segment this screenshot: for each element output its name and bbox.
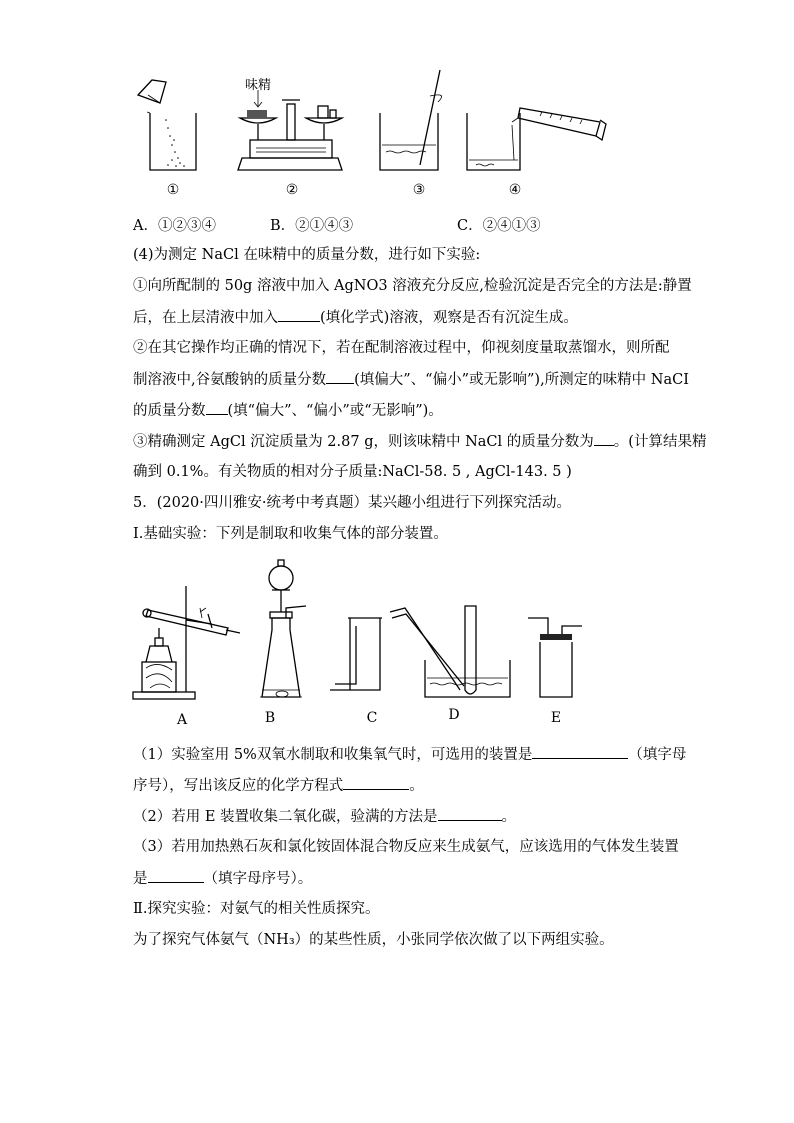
answer-blank xyxy=(326,369,354,384)
q4-p2-line3: 的质量分数 (填“偏大”、“偏小”或“无影响”)。 xyxy=(133,400,443,421)
answer-blank xyxy=(343,775,409,790)
fig1-label-1: ① xyxy=(166,182,180,198)
q5-section2: Ⅱ.探究实验：对氨气的相关性质探究。 xyxy=(133,901,380,917)
q4-intro: (4)为测定 NaCl 在味精中的质量分数，进行如下实验: xyxy=(133,247,481,263)
q4-p1-line1: ①向所配制的 50g 溶液中加入 AgNO3 溶液充分反应,检验沉淀是否完全的方法是:静置 xyxy=(133,278,692,294)
q4-p1-line2: 后，在上层清液中加入 (填化学式)溶液，观察是否有沉淀生成。 xyxy=(133,307,578,328)
answer-blank xyxy=(594,431,614,446)
fig1-label-2: ② xyxy=(285,182,299,198)
apparatus-b-illustration xyxy=(260,560,306,697)
apparatus-a-illustration xyxy=(133,586,240,699)
q5-section1: I.基础实验：下列是制取和收集气体的部分装置。 xyxy=(133,526,448,542)
option-c: C．②④①③ xyxy=(457,218,541,234)
answer-blank xyxy=(278,307,320,322)
q4-p2-line2: 制溶液中,谷氨酸钠的质量分数 (填偏大”、“偏小”或无影响”),所测定的味精中 NaCI xyxy=(133,369,689,390)
q5-q2: （2）若用 E 装置收集二氧化碳，验满的方法是 。 xyxy=(133,806,516,827)
q4-p2-line1: ②在其它操作均正确的情况下，若在配制溶液过程中，仰视刻度量取蒸馏水，则所配 xyxy=(133,340,670,356)
option-b: B．②①④③ xyxy=(270,218,354,234)
fig1-label-4: ④ xyxy=(508,182,522,198)
apparatus-e-illustration xyxy=(528,618,582,697)
fig1-label-3: ③ xyxy=(412,182,426,198)
q5-q3-line2: 是 （填字母序号）。 xyxy=(133,868,312,889)
fig2-label-c: C xyxy=(366,710,378,726)
q4-p3-line2: 确到 0.1%。有关物质的相对分子质量:NaCl-58. 5 , AgCl-143. 5 ) xyxy=(133,464,572,480)
fig2-label-b: B xyxy=(264,710,276,726)
answer-blank xyxy=(206,400,228,415)
q5-q3-line1: （3）若用加热熟石灰和氯化铵固体混合物反应来生成氨气，应该选用的气体发生装置 xyxy=(133,839,679,855)
q5-header: 5．(2020·四川雅安·统考中考真题）某兴趣小组进行下列探究活动。 xyxy=(133,495,571,511)
fig2-label-a: A xyxy=(176,712,188,728)
apparatus-c-illustration xyxy=(330,618,382,690)
answer-blank xyxy=(438,806,502,821)
q5-final: 为了探究气体氨气（NH₃）的某些性质，小张同学依次做了以下两组实验。 xyxy=(133,932,614,948)
msg-label: 味精 xyxy=(245,78,272,93)
q5-q1-line2: 序号），写出该反应的化学方程式 。 xyxy=(133,775,424,796)
fig2-label-d: D xyxy=(448,707,460,723)
answer-blank xyxy=(148,868,204,883)
answer-blank xyxy=(532,744,628,759)
q5-q1-line1: （1）实验室用 5%双氧水制取和收集氧气时，可选用的装置是 （填字母 xyxy=(133,744,686,765)
option-a: A．①②③④ xyxy=(133,218,216,234)
figure-apparatus xyxy=(0,0,794,200)
q4-p3-line1: ③精确测定 AgCl 沉淀质量为 2.87 g，则该味精中 NaCl 的质量分数为 。(计算结果精 xyxy=(133,431,706,452)
fig2-label-e: E xyxy=(550,710,562,726)
apparatus-d-illustration xyxy=(390,606,510,697)
